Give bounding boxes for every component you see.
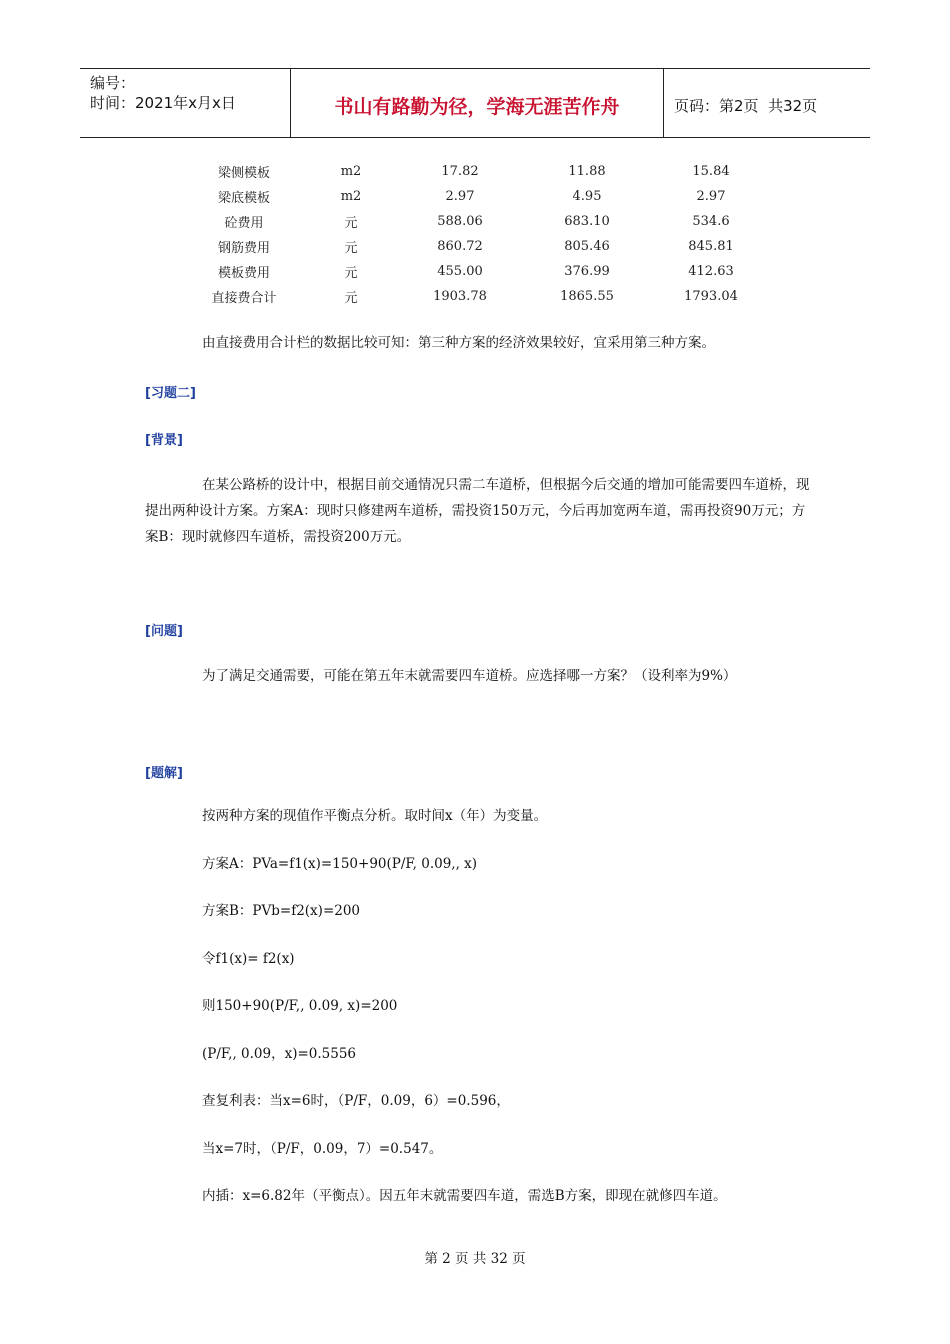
header-motto: 书山有路勤为径，学海无涯苦作舟 xyxy=(291,69,664,137)
table-cell: 17.82 xyxy=(441,164,479,179)
table-cell: 元 xyxy=(344,241,358,256)
cost-comparison-table xyxy=(184,159,770,309)
solution-line: 当x=7时，（P/F，0.09，7）=0.547。 xyxy=(202,1141,443,1157)
table-cell: 钢筋费用 xyxy=(217,241,270,256)
page-code-text: 页码：第2页 共32页 xyxy=(674,96,818,115)
table-cell: 860.72 xyxy=(437,239,483,254)
solution-line: 方案B：PVb=f2(x)=200 xyxy=(202,903,361,919)
conclusion-text: 由直接费用合计栏的数据比较可知：第三种方案的经济效果较好，宜采用第三种方案。 xyxy=(202,335,715,351)
section-question-heading: [问题] xyxy=(145,624,183,639)
table-cell: 588.06 xyxy=(437,214,483,229)
section-background-heading: [背景] xyxy=(145,433,183,448)
header-left-cell xyxy=(80,69,291,137)
section-exercise-heading: [习题二] xyxy=(145,386,196,401)
table-cell: 15.84 xyxy=(692,164,730,179)
document-number-label: 编号： xyxy=(90,74,136,92)
table-cell: 412.63 xyxy=(688,264,734,279)
table-cell: 元 xyxy=(344,216,358,231)
table-cell: 4.95 xyxy=(572,189,602,204)
document-time-label: 时间：2021年x月x日 xyxy=(90,94,236,112)
header-page-code xyxy=(664,69,870,137)
table-cell: 1865.55 xyxy=(560,289,614,304)
table-cell: 805.46 xyxy=(564,239,610,254)
table-row xyxy=(184,284,770,309)
table-row xyxy=(184,234,770,259)
solution-line: 内插：x=6.82年（平衡点）。因五年末就需要四车道，需选B方案，即现在就修四车道。 xyxy=(202,1188,727,1204)
table-cell: 梁底模板 xyxy=(217,191,270,206)
table-cell: 845.81 xyxy=(688,239,734,254)
solution-line: 按两种方案的现值作平衡点分析。取时间x（年）为变量。 xyxy=(202,808,548,824)
solution-line: (P/F,, 0.09，x)=0.5556 xyxy=(202,1046,357,1062)
table-cell: 2.97 xyxy=(696,189,726,204)
section-solution-heading: [题解] xyxy=(145,766,183,781)
table-cell: 455.00 xyxy=(437,264,483,279)
table-cell: m2 xyxy=(340,164,362,179)
table-cell: 376.99 xyxy=(564,264,610,279)
table-cell: 683.10 xyxy=(564,214,610,229)
table-cell: 1903.78 xyxy=(433,289,487,304)
table-row xyxy=(184,184,770,209)
table-cell: 砼费用 xyxy=(224,216,264,231)
background-paragraph: 在某公路桥的设计中，根据目前交通情况只需二车道桥，但根据今后交通的增加可能需要四车道桥，现提出两种设计方案。方案A：现时只修建两车道桥，需投资150万元，今后再加宽两车道，需再投资90万元；方案B：现时就修四车道桥，需投资200万元。 xyxy=(145,477,810,545)
table-cell: m2 xyxy=(340,189,362,204)
table-cell: 梁侧模板 xyxy=(217,166,270,181)
solution-line: 则150+90(P/F,, 0.09, x)=200 xyxy=(202,998,398,1014)
table-cell: 11.88 xyxy=(568,164,606,179)
table-cell: 2.97 xyxy=(445,189,475,204)
solution-line: 查复利表：当x=6时，（P/F，0.09，6）=0.596， xyxy=(202,1093,510,1109)
page-footer: 第 2 页 共 32 页 xyxy=(424,1251,526,1267)
table-row xyxy=(184,259,770,284)
table-cell: 元 xyxy=(344,291,358,306)
solution-line: 方案A：PVa=f1(x)=150+90(P/F, 0.09,, x) xyxy=(202,856,478,872)
table-cell: 1793.04 xyxy=(684,289,738,304)
table-cell: 模板费用 xyxy=(217,266,270,281)
question-text: 为了满足交通需要，可能在第五年末就需要四车道桥。应选择哪一方案？（设利率为9%） xyxy=(202,668,737,684)
table-row xyxy=(184,159,770,184)
page-header xyxy=(80,68,870,138)
table-row xyxy=(184,209,770,234)
table-cell: 直接费合计 xyxy=(211,291,277,306)
table-cell: 元 xyxy=(344,266,358,281)
solution-line: 令f1(x)= f2(x) xyxy=(202,951,295,967)
table-cell: 534.6 xyxy=(692,214,730,229)
